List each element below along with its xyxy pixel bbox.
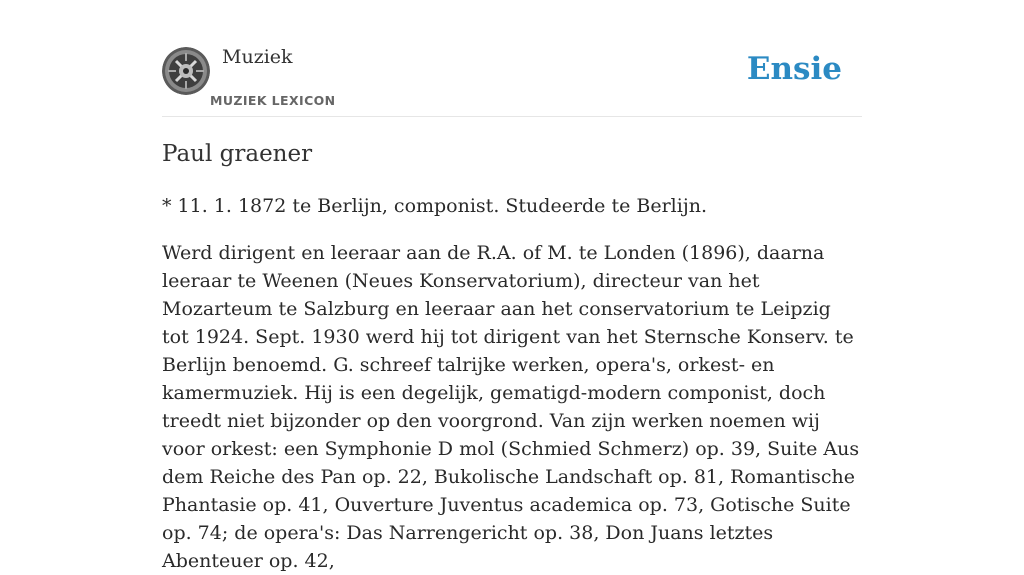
site-subtitle[interactable]: MUZIEK LEXICON bbox=[210, 93, 336, 108]
site-name[interactable]: Muziek bbox=[222, 46, 293, 68]
article-paragraph: Werd dirigent en leeraar aan de R.A. of M. te Londen (1896), daarna leeraar te Weenen (Neues Konservatorium), directeur van het Mozarteum te Salzburg en leeraar aan het conservatorium te Leipzig tot 1924. Sept. 1930 werd hij tot dirigent van het Sternsche Konserv. te Berlijn benoemd. G. schreef talrijke werken, opera's, orkest- en kamermuziek. Hij is een degelijk, gematigd-modern componist, doch treedt niet bijzonder op den voorgrond. Van zijn werken noemen wij voor orkest: een Symphonie D mol (Schmied Schmerz) op. 39, Suite Aus dem Reiche des Pan op. 22, Bukolische Landschaft op. 81, Romantische Phantasie op. 41, Ouverture Juventus academica op. 73, Gotische Suite op. 74; de opera's: Das Narrengericht op. 38, Don Juans letztes Abenteuer op. 42, bbox=[162, 242, 860, 572]
brand-logo[interactable]: Ensie bbox=[746, 51, 842, 87]
site-header bbox=[162, 40, 862, 117]
site-logo-icon[interactable] bbox=[162, 47, 210, 95]
page-title: Paul graener bbox=[162, 141, 313, 167]
article bbox=[162, 138, 862, 575]
article-paragraph: * 11. 1. 1872 te Berlijn, componist. Studeerde te Berlijn. bbox=[162, 195, 707, 217]
